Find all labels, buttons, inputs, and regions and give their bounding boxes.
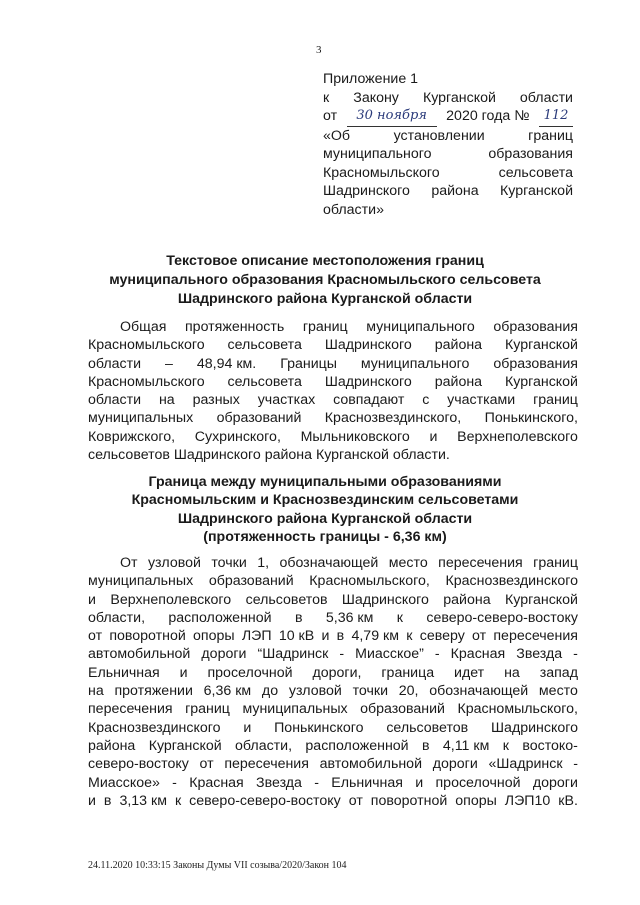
- word: участках: [257, 392, 316, 409]
- title-line: Текстовое описание местоположения границ: [166, 253, 484, 269]
- text-line: [88, 645, 578, 663]
- word: от: [88, 628, 103, 645]
- annex-law-title: [323, 127, 573, 220]
- word: сельсоветов Шадринского района Курганской области.: [88, 447, 450, 464]
- annex-line: [323, 201, 573, 220]
- text-line: [88, 774, 578, 792]
- word: расположенной: [168, 609, 272, 626]
- handwritten-date: 30 ноября: [347, 107, 437, 127]
- text-line: [88, 391, 578, 409]
- word: северо-северо-востоку: [189, 792, 341, 809]
- word: Шадринского: [491, 719, 578, 736]
- word: на: [504, 664, 520, 681]
- word: узловой: [147, 555, 201, 571]
- footer-stamp: 24.11.2020 10:33:15 Законы Думы VII созыва/2020/Закон 104: [88, 860, 347, 871]
- text-line: [88, 664, 578, 682]
- word: ЛЭП10: [504, 792, 551, 809]
- word: Шадринского: [341, 591, 429, 608]
- annex-line: Приложение 1: [323, 71, 419, 87]
- word: узловой: [288, 683, 342, 700]
- word: дороги,: [312, 664, 362, 681]
- word: участками: [447, 392, 516, 409]
- word: поворотной: [109, 628, 186, 645]
- word: проселочной: [207, 664, 293, 681]
- word: образования: [488, 146, 573, 162]
- word: точки: [211, 555, 247, 571]
- word: района: [434, 337, 483, 354]
- word: Красномыльского: [323, 164, 440, 181]
- word: муниципальных: [88, 573, 194, 590]
- word: района: [434, 373, 483, 390]
- word: северо-северо-востоку: [426, 609, 578, 626]
- word: области: [88, 392, 142, 409]
- word: дороги: [532, 774, 578, 791]
- word: идет: [454, 664, 485, 681]
- word: области»: [323, 201, 384, 218]
- text-line: [88, 737, 578, 755]
- handwritten-law-number: 112: [539, 107, 573, 127]
- word: северо-востоку: [88, 756, 189, 773]
- word: Курганской: [148, 737, 222, 754]
- word: Мыльниковского: [300, 428, 410, 445]
- word: ЛЭП: [241, 628, 272, 645]
- word: автомобильной: [319, 756, 423, 773]
- word: -: [314, 774, 319, 791]
- word: от: [472, 628, 487, 645]
- word: муниципального: [366, 319, 475, 335]
- word: муниципальных: [242, 701, 348, 718]
- section-title-line: Красномыльским и Краснозвездинским сельсоветами: [131, 492, 519, 509]
- text-line: [88, 627, 578, 645]
- word: муниципального: [323, 146, 432, 162]
- word: Понькинского,: [484, 410, 578, 427]
- word: Звезда: [516, 646, 563, 663]
- word: в: [103, 792, 112, 809]
- word: района: [431, 183, 479, 199]
- word: Верхнеполевского: [457, 428, 578, 445]
- word: Курганской: [505, 373, 578, 390]
- word: пересечения: [224, 756, 309, 773]
- word: образований: [360, 701, 445, 718]
- annex-header: [323, 70, 573, 219]
- word: Верхнеполевского: [110, 591, 232, 608]
- word: «Шадринск: [488, 756, 563, 773]
- word: 48,94 км.: [196, 355, 257, 372]
- word: и: [243, 719, 252, 736]
- word: Красномыльского: [88, 373, 205, 390]
- annex-year-label: 2020 года №: [446, 108, 530, 124]
- word: расположенной: [305, 737, 409, 754]
- word: к: [174, 792, 182, 809]
- word: сельсоветов: [245, 591, 328, 608]
- word: протяжении: [114, 683, 193, 700]
- word: Миасское”: [355, 646, 424, 663]
- word: -: [434, 646, 440, 663]
- word: Красная: [450, 646, 506, 663]
- text-line: [88, 700, 578, 718]
- word: границ: [185, 701, 230, 718]
- word: -: [172, 774, 177, 791]
- text-line: [88, 318, 578, 336]
- word: от: [348, 792, 363, 809]
- word: образования: [493, 319, 578, 335]
- word: 4,79 км: [351, 628, 399, 645]
- word: опоры: [193, 628, 235, 645]
- word: района: [443, 591, 491, 608]
- word: образования: [493, 355, 578, 372]
- word: Красномыльского,: [309, 573, 430, 590]
- paragraph-boundary-description: [88, 554, 578, 810]
- word: сельсоветов: [386, 719, 469, 736]
- word: до: [261, 683, 279, 700]
- word: граница: [381, 664, 435, 681]
- word: 1,: [257, 555, 270, 571]
- title-line: муниципального образования Красномыльского сельсовета: [109, 272, 541, 288]
- word: северу: [419, 628, 465, 645]
- word: 20,: [398, 683, 419, 700]
- word: образований: [216, 410, 302, 427]
- word: Красномыльского: [88, 337, 205, 354]
- word: Краснозвездинского: [445, 573, 578, 590]
- word: и: [88, 792, 96, 809]
- annex-date-line: [323, 107, 573, 127]
- word: области,: [235, 737, 293, 754]
- word: Границы: [280, 355, 337, 372]
- word: установлении: [393, 127, 485, 144]
- word: место: [538, 683, 578, 700]
- word: 6,36 км: [203, 683, 252, 700]
- word: на: [88, 683, 104, 700]
- word: к: [502, 737, 509, 754]
- word: дороги: [432, 756, 478, 773]
- word: дороги: [201, 646, 247, 663]
- text-line: [88, 446, 578, 464]
- section-title-line: Шадринского района Курганской области: [177, 510, 473, 527]
- annex-line: [323, 182, 573, 201]
- word: 4,11 км: [442, 737, 490, 754]
- word: сельсовета: [227, 337, 302, 354]
- word: протяженность: [185, 319, 285, 335]
- word: пересечения: [88, 701, 173, 718]
- word: с: [422, 392, 430, 409]
- word: Миасское»: [88, 774, 160, 791]
- word: к: [323, 89, 330, 106]
- word: границ: [528, 127, 573, 144]
- word: востоко-: [522, 737, 578, 754]
- word: Курганской: [422, 89, 496, 106]
- word: кВ.: [558, 792, 578, 809]
- document-title: [70, 252, 580, 309]
- text-line: [88, 428, 578, 446]
- word: Шадринского: [324, 337, 412, 354]
- text-line: [88, 792, 578, 810]
- page-number: 3: [316, 44, 322, 56]
- text-line: [88, 554, 578, 572]
- word: обозначающей: [429, 683, 529, 700]
- word: Красная: [189, 774, 244, 791]
- word: и: [415, 774, 424, 791]
- word: обозначающей: [279, 555, 379, 571]
- word: Коврижского,: [88, 428, 176, 445]
- annex-law-reference: [323, 89, 573, 108]
- word: и: [88, 591, 96, 608]
- word: пересечения: [493, 628, 578, 645]
- text-line: [88, 609, 578, 627]
- text-line: [88, 572, 578, 590]
- annex-line: [323, 127, 573, 146]
- word: поворотной: [370, 792, 448, 809]
- word: Красномыльского,: [457, 701, 578, 718]
- word: Ельничная: [331, 774, 403, 791]
- word: области: [88, 355, 142, 372]
- word: Шадринского: [324, 373, 412, 390]
- word: образований: [208, 573, 294, 590]
- word: «Об: [323, 127, 351, 144]
- word: области,: [88, 609, 146, 626]
- word: Звезда: [256, 774, 302, 791]
- word: “Шадринск: [257, 646, 329, 663]
- word: муниципальных: [88, 410, 194, 427]
- word: к: [396, 609, 403, 626]
- word: Курганской: [505, 337, 578, 354]
- word: -: [339, 646, 345, 663]
- annex-date-prefix: от: [323, 108, 338, 124]
- text-line: [88, 719, 578, 737]
- word: и: [429, 428, 438, 445]
- word: границ: [533, 392, 578, 409]
- word: в: [421, 737, 430, 754]
- text-line: [88, 409, 578, 427]
- section-title: [70, 473, 580, 546]
- word: От: [120, 555, 138, 571]
- word: 5,36 км: [325, 609, 374, 626]
- word: Краснозвездинского: [88, 719, 221, 736]
- section-title-line: Граница между муниципальными образованиями: [148, 474, 502, 490]
- word: место: [388, 555, 428, 571]
- word: проселочной: [435, 774, 521, 791]
- text-line: [88, 373, 578, 391]
- word: точки: [352, 683, 389, 700]
- word: Понькинского: [274, 719, 364, 736]
- word: опоры: [455, 792, 497, 809]
- word: сельсовета: [227, 373, 302, 390]
- word: -: [573, 756, 578, 773]
- word: от: [199, 756, 214, 773]
- annex-line: [323, 164, 573, 183]
- word: в: [336, 628, 345, 645]
- text-line: [88, 591, 578, 609]
- text-line: [88, 336, 578, 354]
- word: к: [406, 628, 413, 645]
- word: 10 кВ: [278, 628, 315, 645]
- word: Курганской: [505, 591, 578, 608]
- word: –: [165, 355, 173, 372]
- word: 3,13 км: [119, 792, 167, 809]
- text-line: [88, 355, 578, 373]
- title-line: Шадринского района Курганской области: [177, 291, 473, 307]
- paragraph-total-length: [88, 318, 578, 464]
- word: пересечения: [438, 555, 523, 571]
- word: и: [179, 664, 188, 681]
- word: Краснозвездинского,: [324, 410, 462, 427]
- word: разных: [192, 392, 240, 409]
- word: в: [294, 609, 303, 626]
- word: Ельничная: [88, 664, 160, 681]
- word: района: [88, 737, 136, 754]
- word: границ: [302, 319, 348, 335]
- annex-line: [323, 145, 573, 164]
- annex-title: [323, 70, 573, 89]
- word: автомобильной: [88, 646, 191, 663]
- word: -: [573, 646, 578, 663]
- word: Общая: [120, 319, 167, 335]
- word: Закону: [353, 89, 399, 106]
- word: совпадают: [333, 392, 405, 409]
- word: границ: [533, 555, 578, 571]
- word: муниципального: [360, 355, 470, 372]
- word: на: [158, 392, 175, 409]
- section-title-line: (протяженность границы - 6,36 км): [203, 528, 447, 545]
- word: и: [321, 628, 330, 645]
- text-line: [88, 682, 578, 700]
- word: области: [519, 89, 573, 106]
- word: Шадринского: [323, 183, 410, 199]
- word: сельсовета: [498, 164, 573, 181]
- word: запад: [539, 664, 578, 681]
- word: Сухринского,: [194, 428, 281, 445]
- text-line: [88, 755, 578, 773]
- word: Курганской: [500, 183, 573, 199]
